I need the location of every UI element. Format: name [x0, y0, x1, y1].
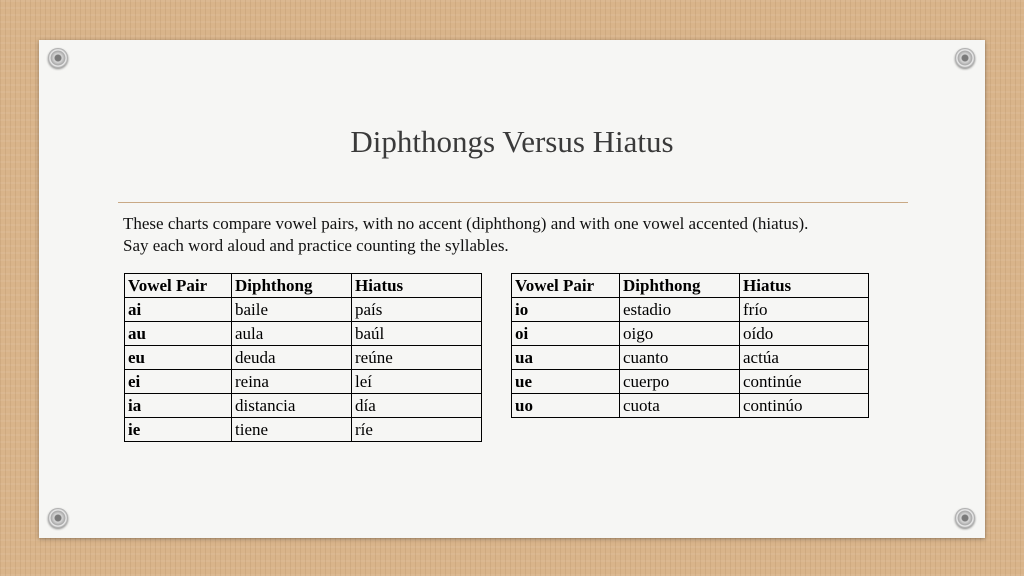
hiatus-cell: país [352, 298, 482, 322]
vowel-pair-cell: oi [512, 322, 620, 346]
diphthong-cell: cuanto [620, 346, 740, 370]
diphthong-cell: reina [232, 370, 352, 394]
diphthong-cell: aula [232, 322, 352, 346]
intro-line: Say each word aloud and practice counting the syllables. [123, 236, 509, 255]
hiatus-cell: reúne [352, 346, 482, 370]
pushpin-icon [955, 48, 975, 68]
table-row [512, 298, 869, 322]
header-hiatus: Hiatus [352, 274, 482, 298]
vowel-pair-cell: ie [125, 418, 232, 442]
vowel-pair-cell: ua [512, 346, 620, 370]
table-row [512, 370, 869, 394]
diphthong-cell: baile [232, 298, 352, 322]
vowel-pair-cell: io [512, 298, 620, 322]
table-row [125, 394, 482, 418]
diphthong-cell: cuerpo [620, 370, 740, 394]
vowel-pair-cell: ai [125, 298, 232, 322]
pushpin-icon [955, 508, 975, 528]
vowel-pair-cell: eu [125, 346, 232, 370]
hiatus-cell: baúl [352, 322, 482, 346]
table-row [125, 346, 482, 370]
vowel-pair-cell: ei [125, 370, 232, 394]
table-row [125, 370, 482, 394]
table-row [512, 346, 869, 370]
pushpin-icon [48, 508, 68, 528]
diphthong-cell: tiene [232, 418, 352, 442]
table-row [125, 322, 482, 346]
diphthong-cell: deuda [232, 346, 352, 370]
table-row [125, 298, 482, 322]
table-row [512, 394, 869, 418]
vowel-pair-cell: ue [512, 370, 620, 394]
hiatus-cell: oído [740, 322, 869, 346]
table-row [512, 322, 869, 346]
hiatus-cell: ríe [352, 418, 482, 442]
hiatus-cell: frío [740, 298, 869, 322]
vowel-table-left [124, 273, 482, 442]
hiatus-cell: día [352, 394, 482, 418]
hiatus-cell: continúo [740, 394, 869, 418]
diphthong-cell: oigo [620, 322, 740, 346]
hiatus-cell: continúe [740, 370, 869, 394]
vowel-table-right [511, 273, 869, 418]
diphthong-cell: estadio [620, 298, 740, 322]
slide-title: Diphthongs Versus Hiatus [350, 124, 674, 159]
table-row [125, 418, 482, 442]
vowel-pair-cell: au [125, 322, 232, 346]
title-divider [118, 202, 908, 203]
header-vowel-pair: Vowel Pair [512, 274, 620, 298]
intro-text [123, 213, 913, 257]
intro-line: These charts compare vowel pairs, with no accent (diphthong) and with one vowel accented (hiatus). [123, 214, 809, 233]
diphthong-cell: distancia [232, 394, 352, 418]
header-diphthong: Diphthong [620, 274, 740, 298]
table-header-row [512, 274, 869, 298]
header-hiatus: Hiatus [740, 274, 869, 298]
vowel-pair-cell: ia [125, 394, 232, 418]
diphthong-cell: cuota [620, 394, 740, 418]
hiatus-cell: actúa [740, 346, 869, 370]
header-vowel-pair: Vowel Pair [125, 274, 232, 298]
hiatus-cell: leí [352, 370, 482, 394]
header-diphthong: Diphthong [232, 274, 352, 298]
pushpin-icon [48, 48, 68, 68]
table-header-row [125, 274, 482, 298]
vowel-pair-cell: uo [512, 394, 620, 418]
